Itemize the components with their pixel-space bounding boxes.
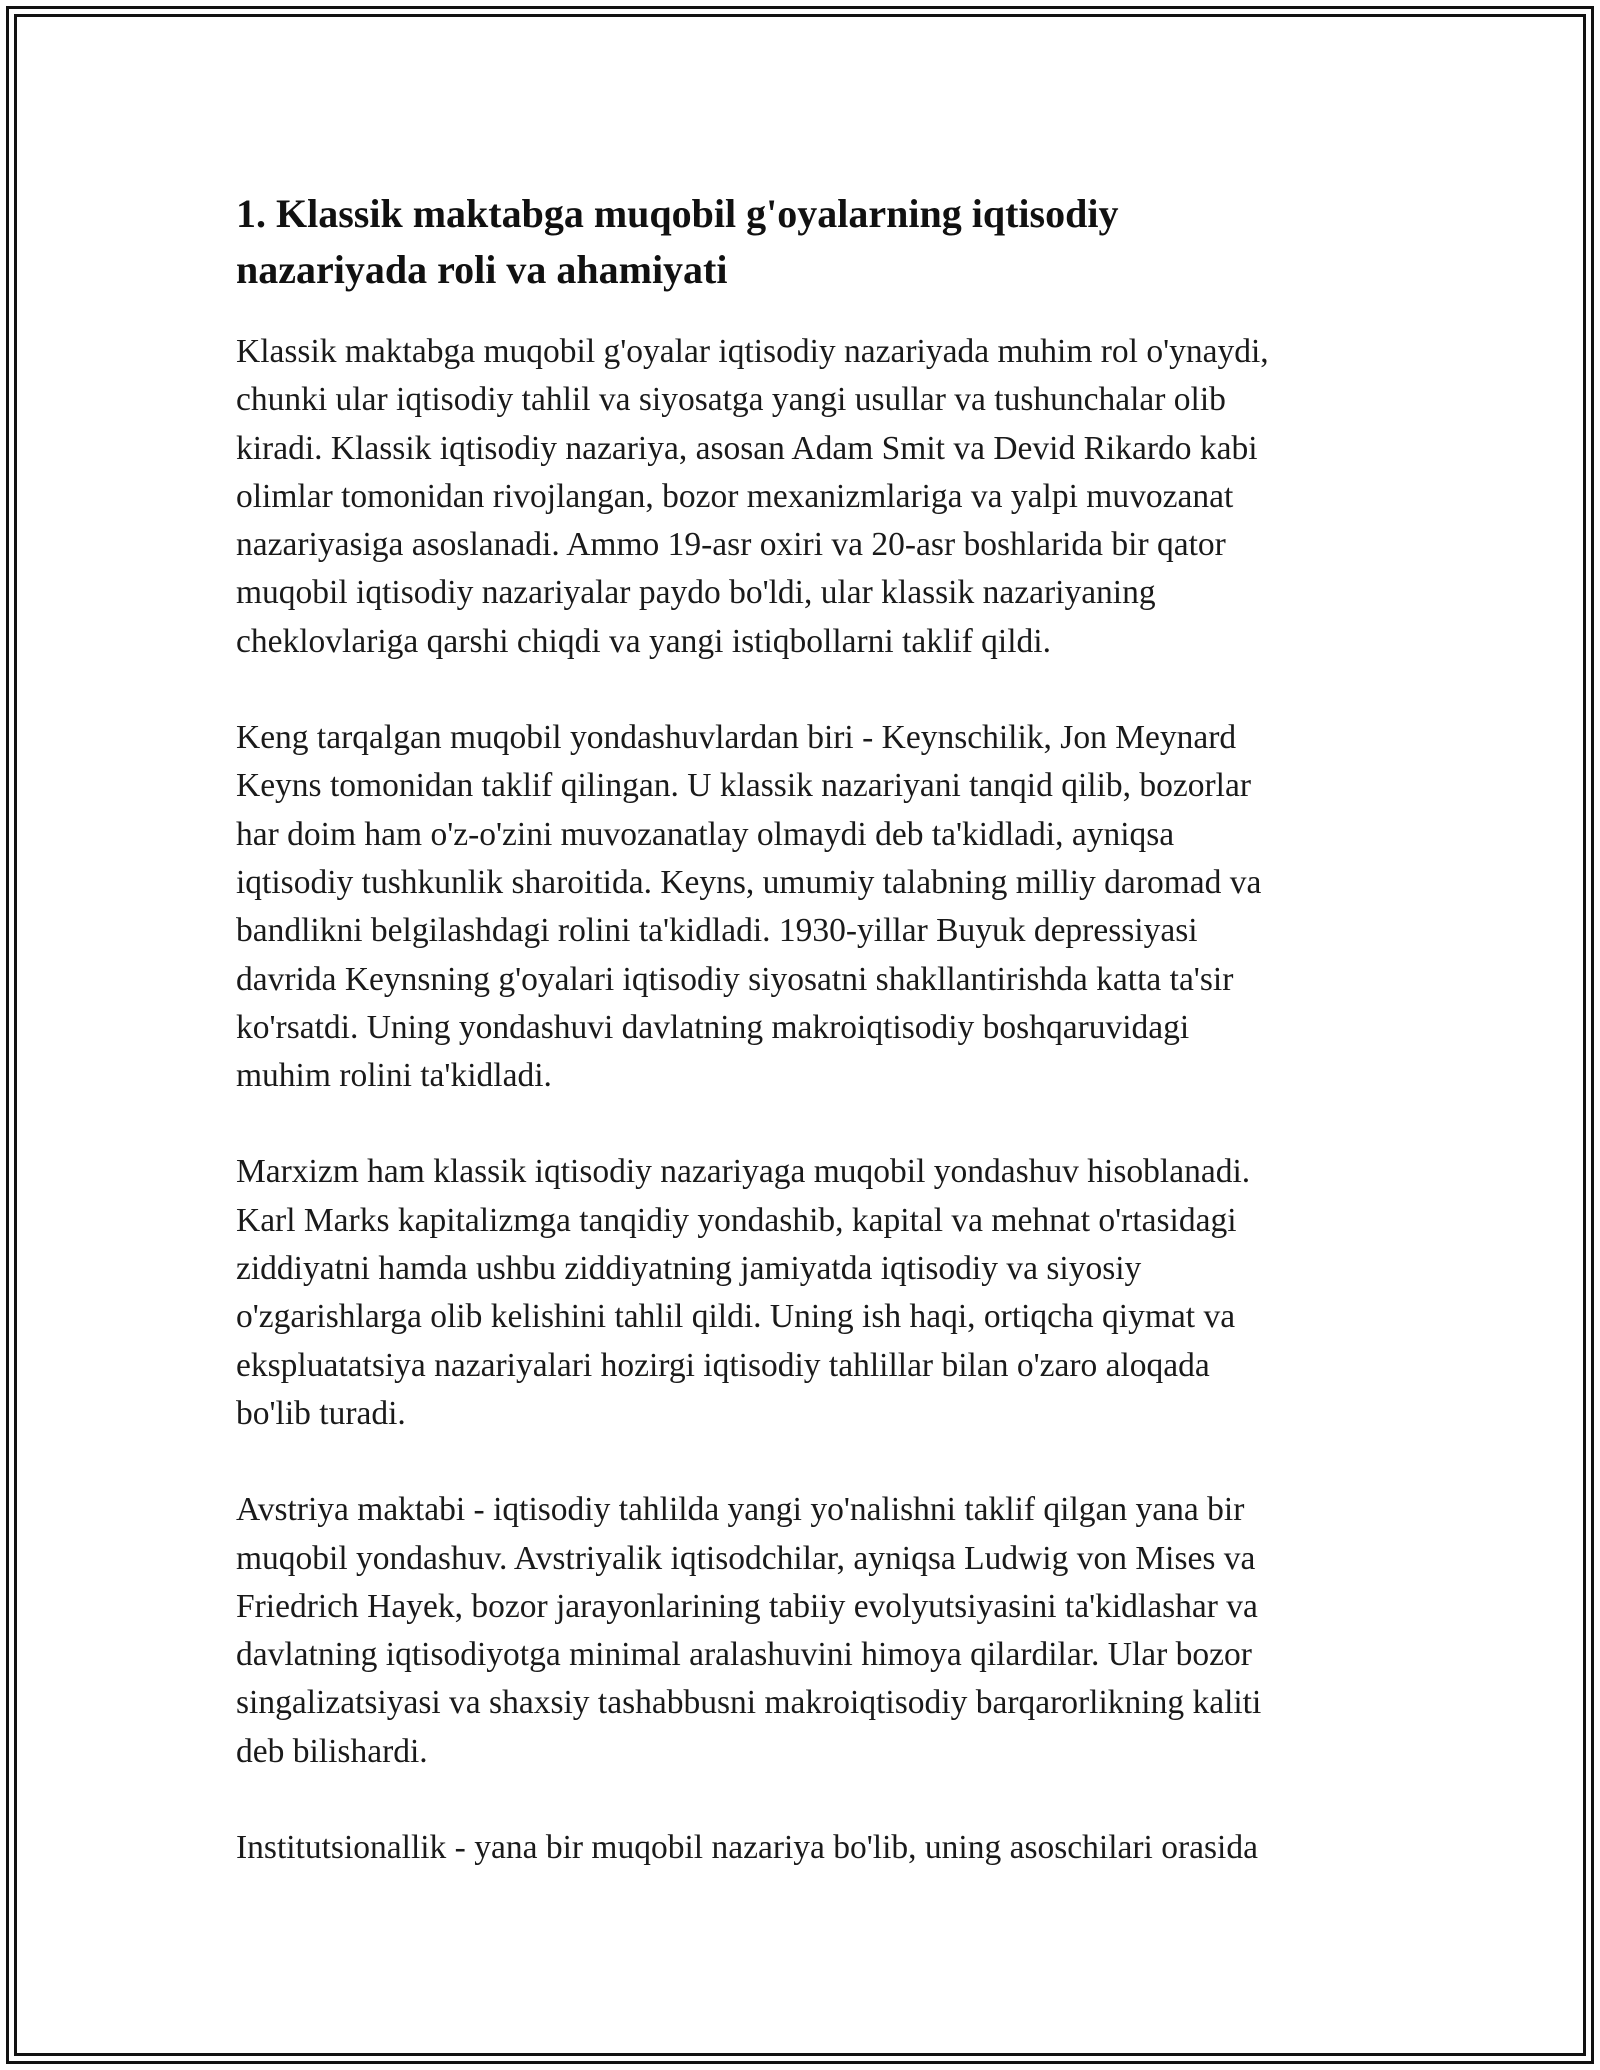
text-line: cheklovlariga qarshi chiqdi va yangi istiqbollarni taklif qildi. bbox=[236, 622, 1051, 660]
paragraph-institutionalism bbox=[236, 1824, 1386, 1872]
text-line: ekspluatatsiya nazariyalari hozirgi iqtisodiy tahlillar bilan o'zaro aloqada bbox=[236, 1346, 1210, 1384]
text-line: Keyns tomonidan taklif qilingan. U klassik nazariyani tanqid qilib, bozorlar bbox=[236, 767, 1252, 805]
text-line: chunki ular iqtisodiy tahlil va siyosatga yangi usullar va tushunchalar olib bbox=[236, 381, 1226, 419]
text-line: bo'lib turadi. bbox=[236, 1394, 406, 1432]
text-line: o'zgarishlarga olib kelishini tahlil qildi. Uning ish haqi, ortiqcha qiymat va bbox=[236, 1298, 1236, 1336]
document-page bbox=[236, 186, 1386, 1920]
text-line: Klassik maktabga muqobil g'oyalar iqtisodiy nazariyada muhim rol o'ynaydi, bbox=[236, 333, 1269, 370]
paragraph-marxism bbox=[236, 1148, 1386, 1438]
text-line: ziddiyatni hamda ushbu ziddiyatning jamiyatda iqtisodiy va siyosiy bbox=[236, 1250, 1142, 1288]
paragraph-classical-alternatives bbox=[236, 328, 1386, 666]
text-line: Keng tarqalgan muqobil yondashuvlardan biri - Keynschilik, Jon Meynard bbox=[236, 719, 1237, 757]
paragraph-keynesianism bbox=[236, 714, 1386, 1100]
text-line: singalizatsiyasi va shaxsiy tashabbusni makroiqtisodiy barqarorlikning kaliti bbox=[236, 1684, 1262, 1722]
text-line: Marxizm ham klassik iqtisodiy nazariyaga muqobil yondashuv hisoblanadi. bbox=[236, 1153, 1251, 1191]
section-heading bbox=[236, 186, 1386, 298]
text-line: muqobil iqtisodiy nazariyalar paydo bo'ldi, ular klassik nazariyaning bbox=[236, 574, 1156, 612]
text-line: bandlikni belgilashdagi rolini ta'kidladi. 1930-yillar Buyuk depressiyasi bbox=[236, 912, 1198, 950]
text-line: muhim rolini ta'kidladi. bbox=[236, 1057, 552, 1095]
text-line: davlatning iqtisodiyotga minimal aralashuvini himoya qilardilar. Ular bozor bbox=[236, 1636, 1252, 1674]
heading-line: nazariyada roli va ahamiyati bbox=[236, 247, 728, 292]
text-line: kiradi. Klassik iqtisodiy nazariya, asosan Adam Smit va Devid Rikardo kabi bbox=[236, 429, 1258, 467]
text-line: har doim ham o'z-o'zini muvozanatlay olmaydi deb ta'kidladi, ayniqsa bbox=[236, 815, 1175, 853]
paragraph-austrian-school bbox=[236, 1486, 1386, 1776]
text-line: iqtisodiy tushkunlik sharoitida. Keyns, umumiy talabning milliy daromad va bbox=[236, 863, 1262, 901]
text-line: nazariyasiga asoslanadi. Ammo 19-asr oxiri va 20-asr boshlarida bir qator bbox=[236, 526, 1226, 564]
text-line: ko'rsatdi. Uning yondashuvi davlatning makroiqtisodiy boshqaruvidagi bbox=[236, 1008, 1190, 1046]
text-line: muqobil yondashuv. Avstriyalik iqtisodchilar, ayniqsa Ludwig von Mises va bbox=[236, 1539, 1256, 1577]
text-line: Friedrich Hayek, bozor jarayonlarining tabiiy evolyutsiyasini ta'kidlashar va bbox=[236, 1587, 1258, 1625]
text-line: davrida Keynsning g'oyalari iqtisodiy siyosatni shakllantirishda katta ta'sir bbox=[236, 960, 1234, 998]
heading-line: 1. Klassik maktabga muqobil g'oyalarning iqtisodiy bbox=[236, 191, 1119, 236]
text-line: Institutsionallik - yana bir muqobil nazariya bo'lib, uning asoschilari orasida bbox=[236, 1829, 1258, 1867]
text-line: deb bilishardi. bbox=[236, 1732, 428, 1770]
text-line: Karl Marks kapitalizmga tanqidiy yondashib, kapital va mehnat o'rtasidagi bbox=[236, 1201, 1237, 1239]
text-line: Avstriya maktabi - iqtisodiy tahlilda yangi yo'nalishni taklif qilgan yana bir bbox=[236, 1491, 1245, 1529]
text-line: olimlar tomonidan rivojlangan, bozor mexanizmlariga va yalpi muvozanat bbox=[236, 477, 1234, 515]
